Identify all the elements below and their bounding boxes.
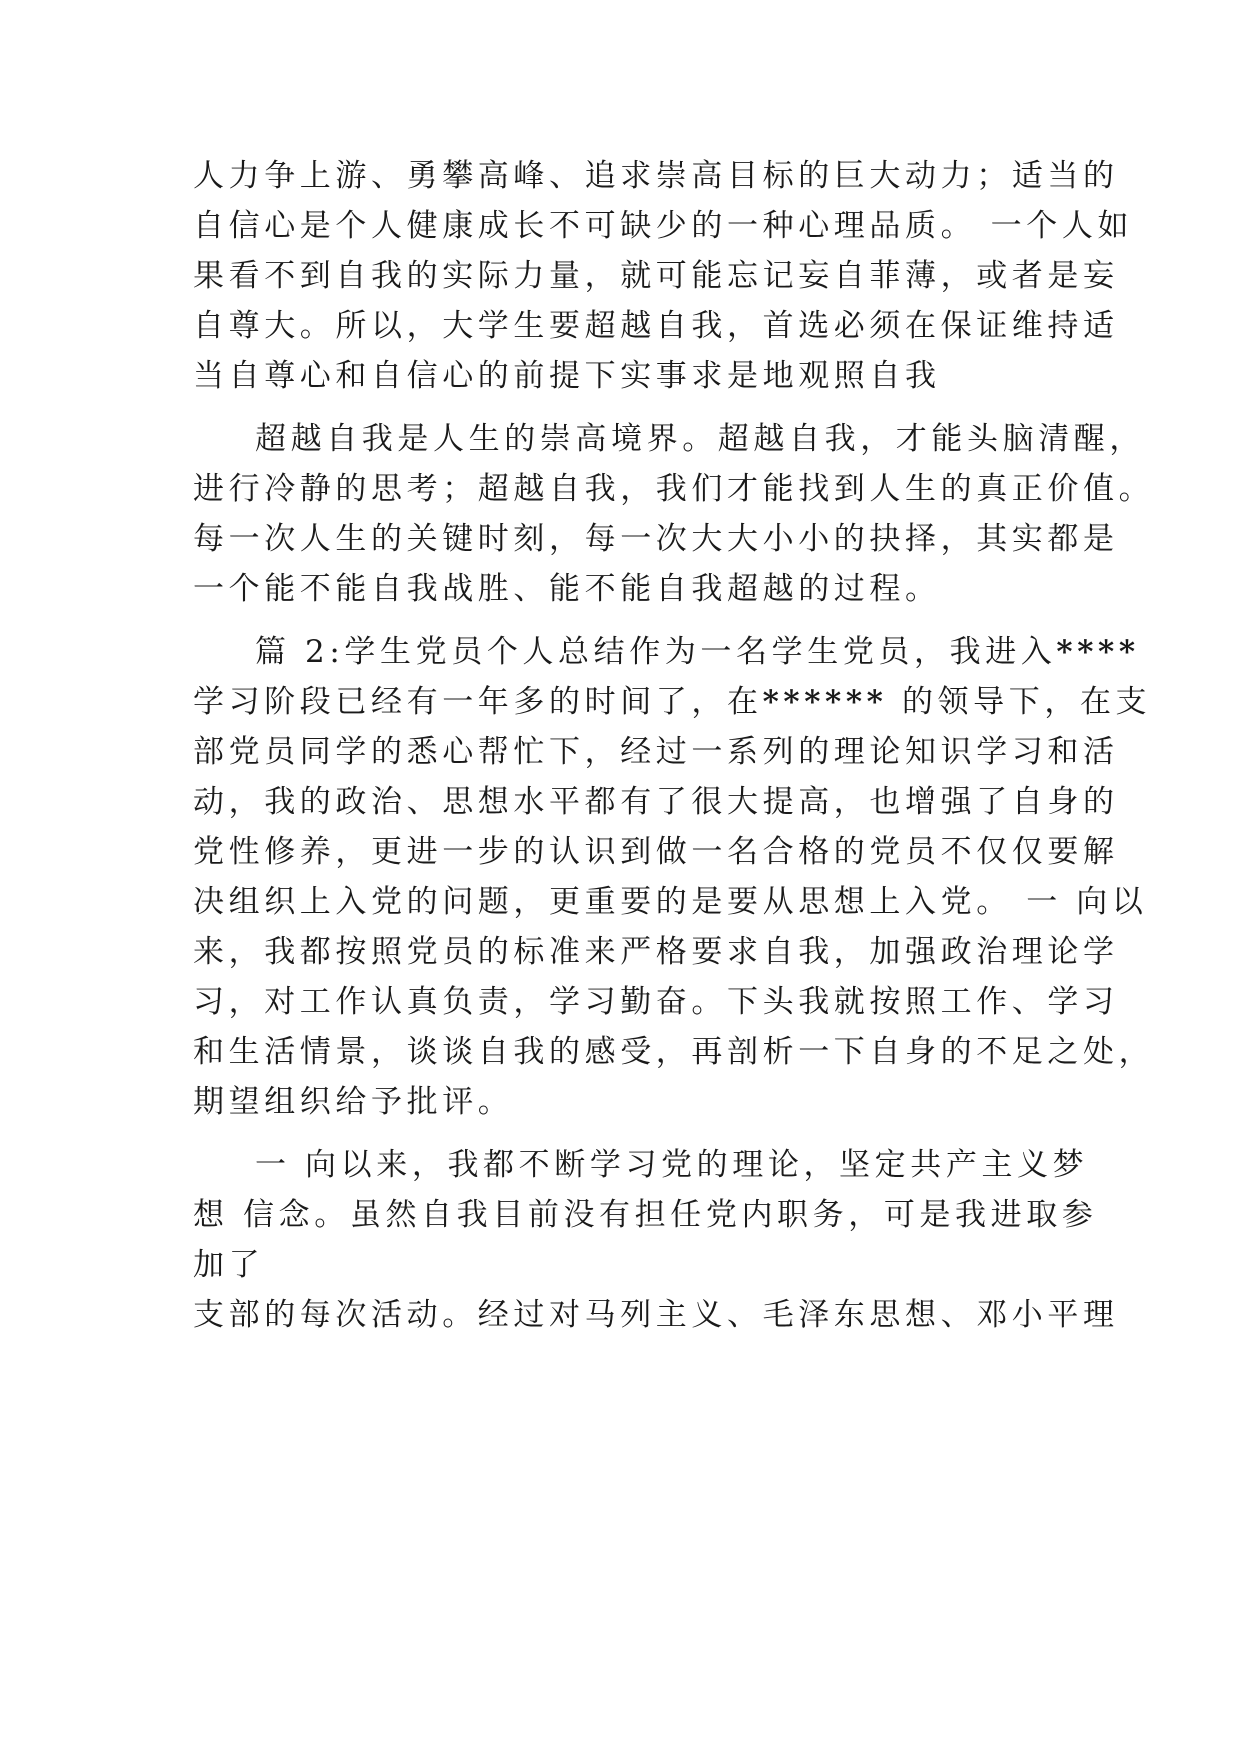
text-line: 超越自我是人生的崇高境界。超越自我，才能头脑清醒， [255,421,1145,457]
text-line: 果看不到自我的实际力量，就可能忘记妄自菲薄，或者是妄 [193,258,1119,294]
text-line: 进行冷静的思考；超越自我，我们才能找到人生的真正价值。 [193,471,1155,507]
text-line: 决组织上入党的问题，更重要的是要从思想上入党。 一 向以 [193,884,1148,920]
text-line: 和生活情景，谈谈自我的感受，再剖析一下自身的不足之处， [193,1034,1155,1070]
text-line: 自尊大。所以，大学生要超越自我，首选必须在保证维持适 [193,308,1119,344]
text-line [193,682,1151,722]
text-line: 想 信念。虽然自我目前没有担任党内职务，可是我进取参 [193,1197,1098,1233]
text-line: 支部的每次活动。经过对马列主义、毛泽东思想、邓小平理 [193,1297,1119,1333]
text-line: 习，对工作认真负责，学习勤奋。下头我就按照工作、学习 [193,984,1119,1020]
line-text: 学习阶段已经有一年多的时间了，在 [193,684,763,720]
text-line: 一个能不能自我战胜、能不能自我超越的过程。 [193,571,941,607]
text-line: 当自尊心和自信心的前提下实事求是地观照自我 [193,358,941,394]
text-line: 自信心是个人健康成长不可缺少的一种心理品质。 一个人如 [193,208,1134,244]
text-line: 一 向以来，我都不断学习党的理论，坚定共产主义梦 [255,1147,1089,1183]
text-line: 期望组织给予批评。 [193,1084,514,1120]
line-text: 篇 2:学生党员个人总结作为一名学生党员，我进入 [255,634,1057,670]
line-text: 的领导下，在支 [887,684,1152,720]
text-line [255,632,1140,672]
redacted-mark: ****** [762,684,888,720]
text-line: 人力争上游、勇攀高峰、追求崇高目标的巨大动力；适当的 [193,158,1119,194]
text-line: 每一次人生的关键时刻，每一次大大小小的抉择，其实都是 [193,521,1119,557]
text-line: 加了 [193,1247,265,1283]
text-line: 部党员同学的悉心帮忙下，经过一系列的理论知识学习和活 [193,734,1119,770]
text-line: 来，我都按照党员的标准来严格要求自我，加强政治理论学 [193,934,1119,970]
redacted-mark: **** [1056,634,1140,670]
text-line: 动，我的政治、思想水平都有了很大提高，也增强了自身的 [193,784,1119,820]
text-line: 党性修养，更进一步的认识到做一名合格的党员不仅仅要解 [193,834,1119,870]
